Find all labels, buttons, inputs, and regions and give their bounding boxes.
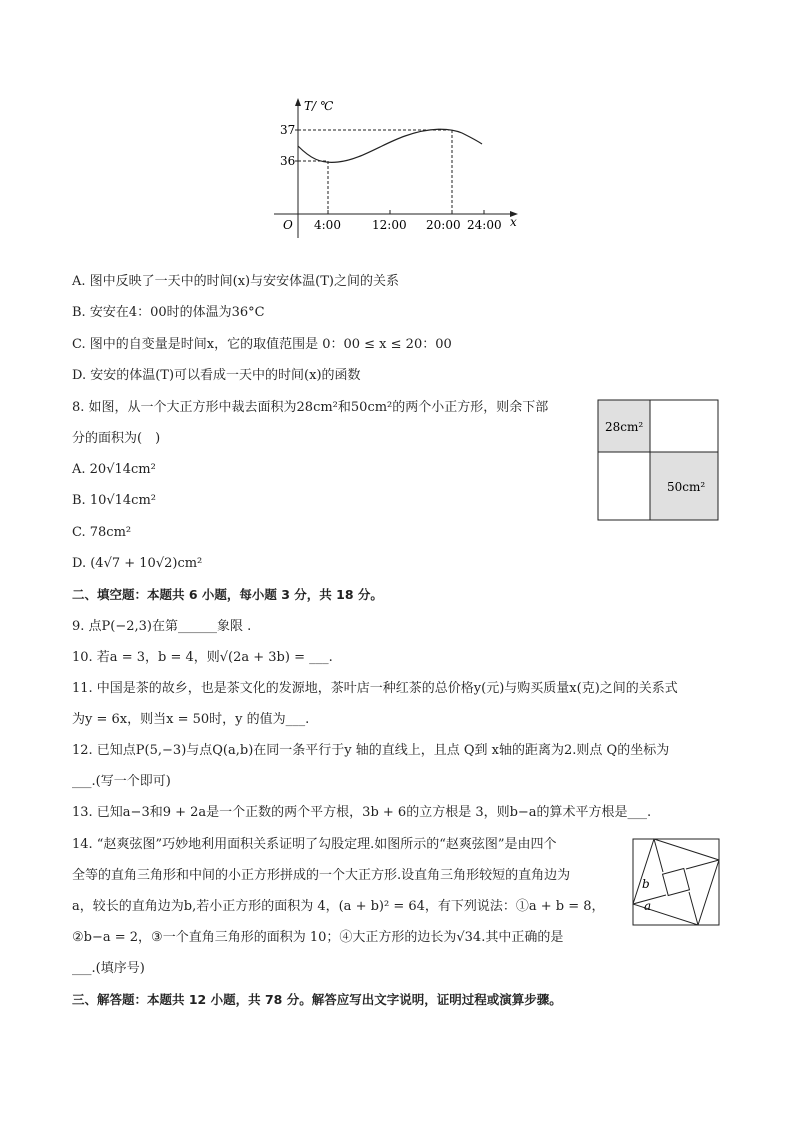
q8-option-b: B. 10√14cm² (72, 493, 157, 508)
q8-stem-line1: 8. 如图，从一个大正方形中裁去面积为28cm²和50cm²的两个小正方形，则余下部 (72, 400, 549, 415)
q7-option-a: A. 图中反映了一天中的时间(x)与安安体温(T)之间的关系 (72, 274, 399, 289)
y-axis-arrow (295, 98, 301, 106)
section2-header: 二、填空题：本题共 6 小题，每小题 3 分，共 18 分。 (72, 587, 383, 602)
q8-option-c: C. 78cm² (72, 525, 132, 540)
temperature-curve (298, 129, 482, 162)
q11-line2: 为y = 6x，则当x = 50时，y 的值为___. (72, 712, 310, 727)
q11-line1: 11. 中国是茶的故乡，也是茶文化的发源地，茶叶店一种红茶的总价格y(元)与购买质量x(克)之间的关系式 (72, 681, 678, 696)
triangle-edge-3 (689, 892, 698, 925)
y-axis-label: T/ ℃ (304, 99, 334, 113)
x-tick-12-00: 12:00 (372, 218, 407, 232)
triangle-edge-2 (686, 860, 719, 869)
label-50cm2: 50cm² (667, 480, 706, 494)
q13: 13. 已知a−3和9 + 2a是一个正数的两个平方根，3b + 6的立方根是 3，则b−a的算术平方根是___. (72, 805, 652, 820)
q7-option-b: B. 安安在4：00时的体温为36°C (72, 305, 265, 320)
x-axis-label: x (510, 215, 517, 229)
q7-option-c: C. 图中的自变量是时间x，它的取值范围是 0：00 ≤ x ≤ 20：00 (72, 337, 452, 352)
zhao-shuang-diagram (632, 838, 722, 928)
q8-stem-line2: 分的面积为( ) (72, 431, 161, 446)
center-square (663, 869, 690, 896)
y-tick-37: 37 (280, 123, 296, 137)
q14-line1: 14. “赵爽弦图”巧妙地利用面积关系证明了勾股定理.如图所示的“赵爽弦图”是由四个 (72, 837, 557, 852)
q14-line2: 全等的直角三角形和中间的小正方形拼成的一个大正方形.设直角三角形较短的直角边为 (72, 868, 571, 883)
q14-line5: ___.(填序号) (72, 961, 145, 976)
x-tick-24-00: 24:00 (467, 218, 502, 232)
label-a: a (644, 899, 652, 913)
q12-line2: ___.(写一个即可) (72, 774, 171, 789)
q8-option-d: D. (4√7 + 10√2)cm² (72, 556, 203, 571)
q12-line1: 12. 已知点P(5,−3)与点Q(a,b)在同一条平行于y 轴的直线上，且点 Q到 x轴的距离为2.则点 Q的坐标为 (72, 743, 670, 758)
q7-option-d: D. 安安的体温(T)可以看成一天中的时间(x)的函数 (72, 368, 361, 383)
label-28cm2: 28cm² (605, 420, 644, 434)
q10: 10. 若a = 3，b = 4，则√(2a + 3b) = ___. (72, 650, 333, 665)
squares-figure (597, 399, 721, 523)
q14-line4: ②b−a = 2，③一个直角三角形的面积为 10；④大正方形的边长为√34.其中正确的是 (72, 930, 564, 945)
origin-label: O (283, 218, 293, 232)
q9: 9. 点P(−2,3)在第______象限 . (72, 619, 252, 634)
label-b: b (642, 877, 650, 891)
triangle-edge-1 (654, 839, 663, 872)
x-tick-4-00: 4:00 (314, 218, 341, 232)
y-tick-36: 36 (280, 154, 296, 168)
temperature-graph (270, 92, 530, 242)
q8-option-a: A. 20√14cm² (72, 462, 156, 477)
x-tick-20-00: 20:00 (426, 218, 461, 232)
section3-header: 三、解答题：本题共 12 小题，共 78 分。解答应写出文字说明，证明过程或演算步骤。 (72, 992, 562, 1007)
q14-line3: a，较长的直角边为b,若小正方形的面积为 4，(a + b)² = 64，有下列说法：①a + b = 8， (72, 899, 605, 914)
